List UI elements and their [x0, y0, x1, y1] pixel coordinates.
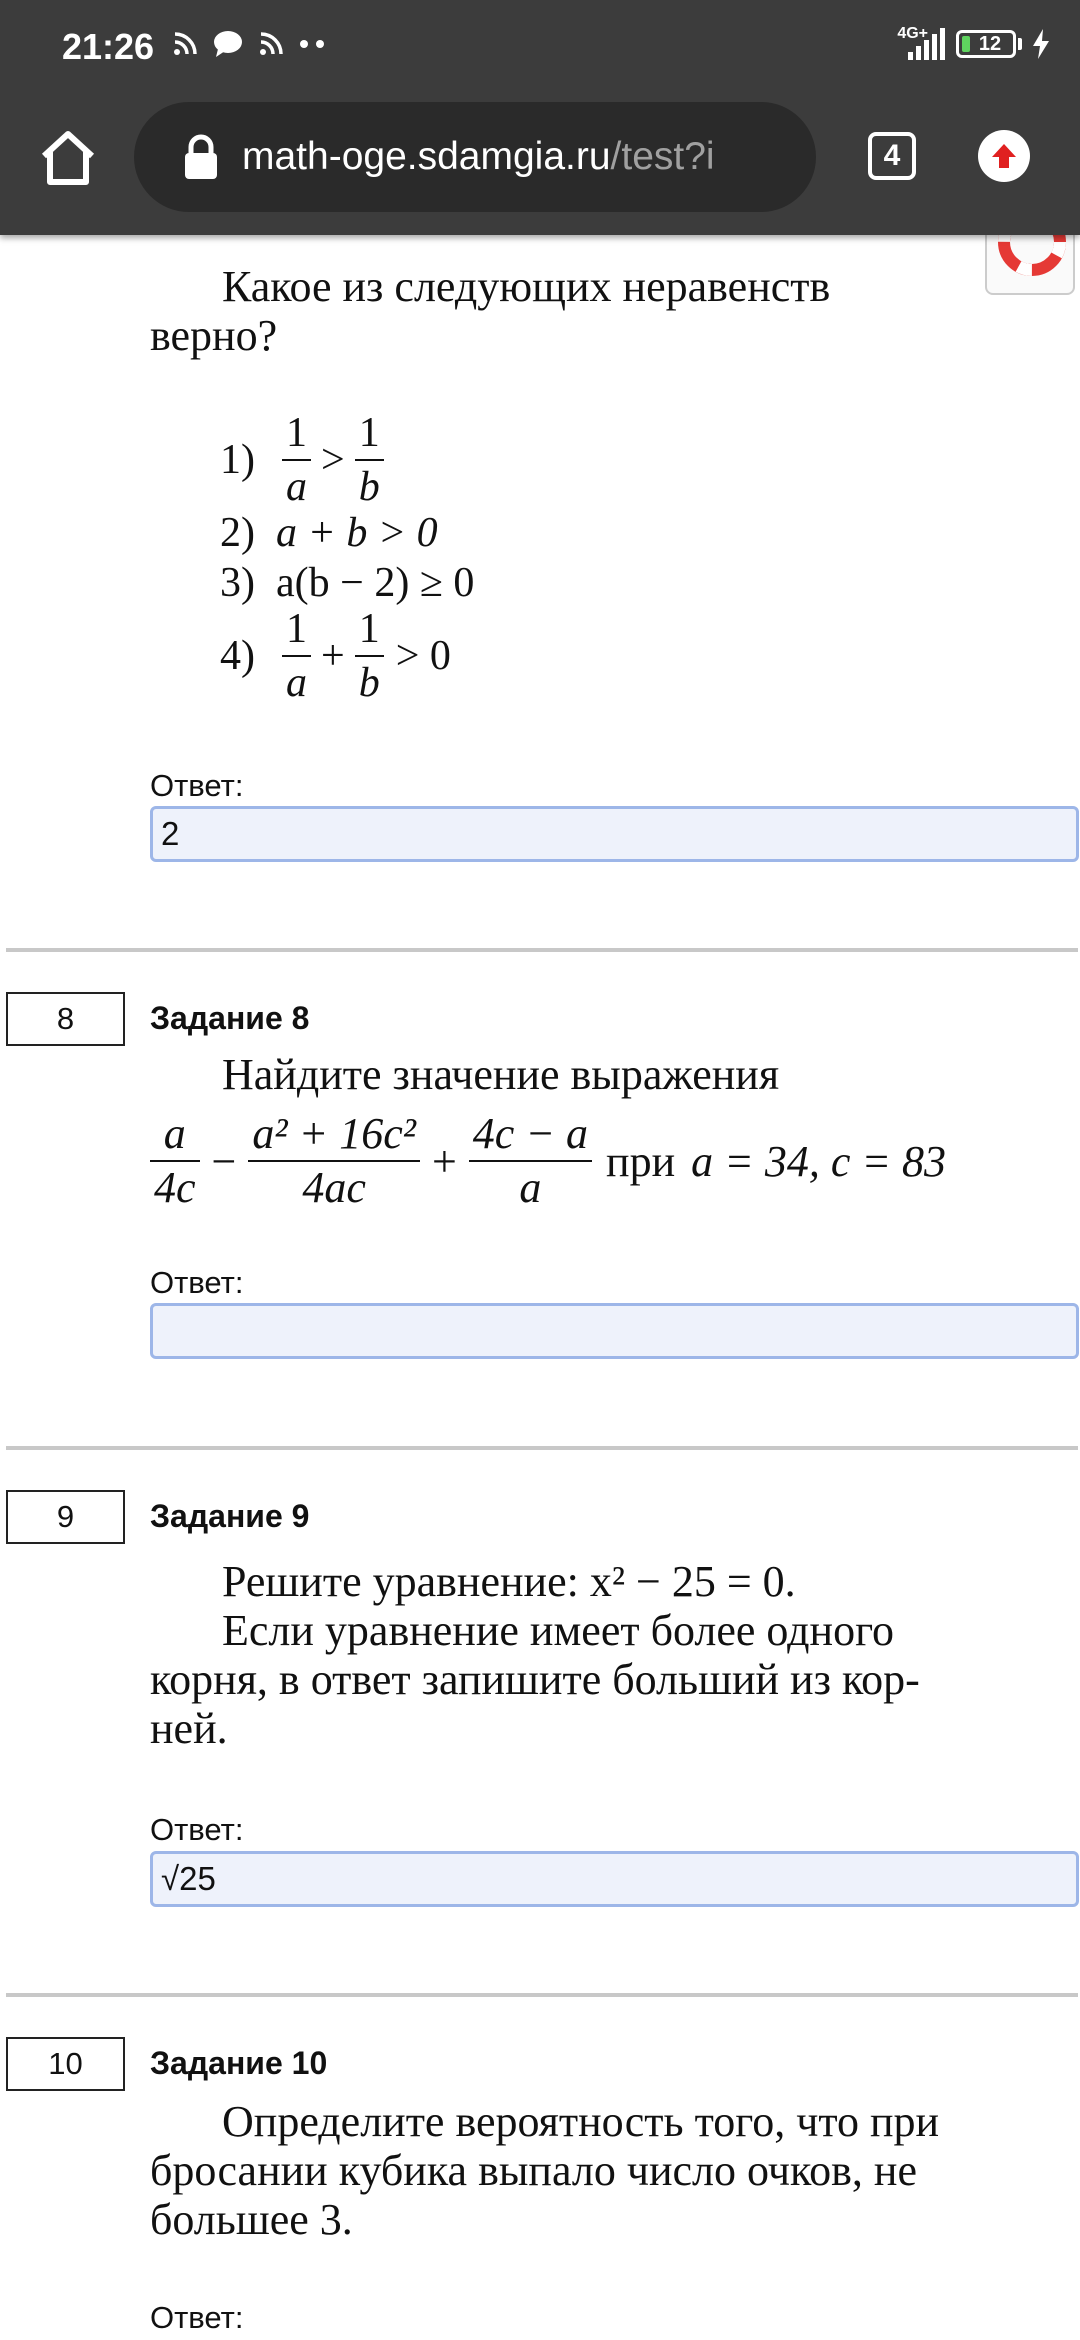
status-notification-icons	[172, 30, 328, 58]
task10-line3: большее 3.	[150, 2195, 353, 2244]
rss-icon	[172, 31, 198, 57]
task8-pri: при	[606, 1136, 676, 1186]
task9-answer-label: Ответ:	[150, 1812, 244, 1847]
frac2-numerator: a² + 16c²	[252, 1109, 416, 1158]
browser-chrome	[0, 0, 1080, 235]
task8-expression: $\frac{a}{4c}$ − $\frac{\text{a² + 16c²}}{4ac}$ + $\frac{4c - a}{a}$ при a = 34, c = 83	[150, 1108, 946, 1214]
task7-question-line2: верно?	[150, 311, 278, 360]
task10-line2: бросании кубика выпало число очков, не	[150, 2146, 917, 2195]
task7-question-line1: Какое из следующих неравенств	[222, 262, 831, 311]
lock-icon	[182, 134, 220, 180]
task9-line4: ней.	[150, 1704, 228, 1753]
task8-question	[150, 1050, 779, 1099]
frac3-denominator: a	[519, 1163, 542, 1212]
divider	[6, 948, 1078, 952]
task9-number-box: 9	[6, 1490, 125, 1544]
task10-number-box: 10	[6, 2037, 125, 2091]
task10-question	[150, 2097, 939, 2244]
option-text: a + b > 0	[276, 510, 438, 556]
task8-title: Задание 8	[150, 1000, 310, 1036]
task7-option-4: 4) $\frac{1}{a}$ + $\frac{1}{b}$ > 0	[220, 606, 451, 706]
option-text: a(b − 2) ≥ 0	[276, 560, 475, 606]
task7-option-3	[220, 558, 474, 608]
task8-number-box: 8	[6, 992, 125, 1046]
task7-answer-input[interactable]: 2	[150, 806, 1079, 862]
status-time: 21:26	[62, 26, 155, 67]
task10-answer-label: Ответ:	[150, 2300, 244, 2335]
rss-icon	[258, 31, 284, 57]
network-type: 4G+	[897, 25, 928, 42]
option-number: 3)	[220, 560, 255, 606]
frac1-denominator: 4c	[154, 1163, 196, 1212]
frac2-denominator: 4ac	[302, 1163, 366, 1212]
battery-icon	[956, 30, 1016, 58]
task9-answer-input[interactable]: √25	[150, 1851, 1079, 1907]
task7-answer-label: Ответ:	[150, 768, 244, 803]
frac1-numerator: a	[163, 1109, 186, 1158]
address-bar[interactable]	[134, 102, 816, 212]
task9-question	[150, 1557, 920, 1753]
url-text[interactable]	[242, 135, 802, 179]
arrow-up-icon	[989, 141, 1019, 171]
task7-question	[150, 262, 830, 360]
divider	[6, 1993, 1078, 1997]
chat-bubble-icon	[212, 30, 244, 58]
charging-bolt-icon	[1032, 29, 1050, 59]
status-bar	[0, 0, 1080, 100]
task10-line1: Определите вероятность того, что при	[222, 2097, 940, 2146]
url-host: math-oge.sdamgia.ru	[242, 135, 611, 178]
option-number: 4)	[220, 633, 255, 679]
task9-title: Задание 9	[150, 1498, 310, 1534]
option-number: 1)	[220, 437, 255, 483]
battery-level: 12	[978, 32, 1002, 55]
url-row	[0, 100, 1080, 235]
frac3-numerator: 4c − a	[472, 1109, 589, 1158]
status-system-icons	[897, 25, 1050, 60]
task8-question-text: Найдите значение выражения	[222, 1050, 780, 1099]
option-number: 2)	[220, 510, 255, 556]
task7-option-2	[220, 508, 474, 558]
home-icon[interactable]	[36, 126, 100, 190]
divider	[6, 1446, 1078, 1450]
option-text: > 0	[395, 633, 451, 679]
url-path: /test?i	[610, 135, 715, 178]
more-dots-icon	[298, 38, 328, 50]
task9-line1: Решите уравнение: x² − 25 = 0.	[222, 1557, 796, 1606]
tab-switcher-button[interactable]: 4	[868, 132, 916, 180]
update-button[interactable]	[978, 130, 1030, 182]
task10-title: Задание 10	[150, 2045, 328, 2081]
task8-condition: a = 34, c = 83	[691, 1136, 947, 1186]
task7-options	[220, 412, 474, 704]
task9-line2: Если уравнение имеет более одного	[222, 1606, 895, 1655]
task9-line3: корня, в ответ запишите больший из кор-	[150, 1655, 920, 1704]
task8-answer-label: Ответ:	[150, 1265, 244, 1300]
task8-answer-input[interactable]	[150, 1303, 1079, 1359]
task7-option-1: 1) $\frac{1}{a}$ > $\frac{1}{b}$	[220, 412, 474, 508]
